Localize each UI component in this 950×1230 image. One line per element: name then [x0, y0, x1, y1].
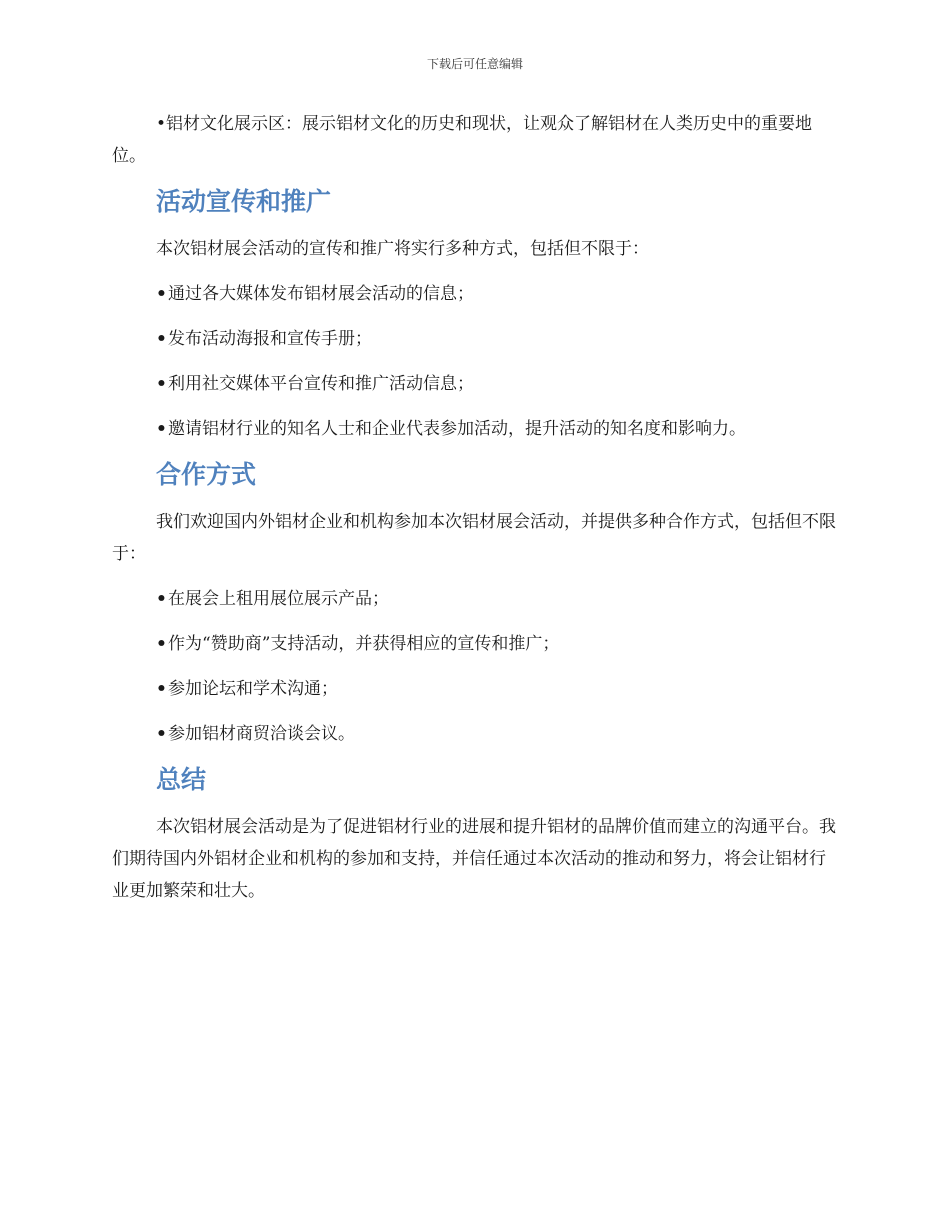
section-heading-summary: 总结: [156, 765, 207, 794]
bullet-dot: •: [156, 284, 167, 304]
section-heading-cooperation: 合作方式: [156, 460, 257, 489]
list-item-text: 作为“赞助商”支持活动，并获得相应的宣传和推广；: [168, 634, 560, 654]
section-intro-summary: 本次铝材展会活动是为了促进铝材行业的进展和提升铝材的品牌价值而建立的沟通平台。我们期待国内外铝材企业和机构的参加和支持，并信任通过本次活动的推动和努力，将会让铝材行业更加繁荣和壮大。: [112, 817, 836, 901]
list-item: [112, 628, 838, 660]
list-item-text: 参加铝材商贸洽谈会议。: [168, 724, 355, 744]
bullet-dot: •: [156, 374, 167, 394]
section-intro-promotion: 本次铝材展会活动的宣传和推广将实行多种方式，包括但不限于：: [156, 239, 649, 259]
intro-bullet-text: 铝材文化展示区：展示铝材文化的历史和现状，让观众了解铝材在人类历史中的重要地位。: [112, 114, 813, 166]
bullet-dot: •: [156, 589, 167, 609]
list-item-text: 发布活动海报和宣传手册；: [168, 329, 372, 349]
bullet-dot: •: [156, 634, 167, 654]
section-heading-promotion: 活动宣传和推广: [156, 187, 332, 216]
bullet-dot: •: [156, 419, 167, 439]
list-item: [112, 323, 838, 355]
intro-bullet: [112, 108, 838, 172]
list-item-text: 利用社交媒体平台宣传和推广活动信息；: [168, 374, 474, 394]
bullet-dot: •: [156, 114, 167, 134]
section-intro-cooperation: 我们欢迎国内外铝材企业和机构参加本次铝材展会活动，并提供多种合作方式，包括但不限于：: [112, 512, 836, 564]
list-item: [112, 278, 838, 310]
list-item: [112, 413, 838, 445]
page-header-note: 下载后可任意编辑: [426, 57, 523, 71]
list-item: [112, 718, 838, 750]
bullet-dot: •: [156, 329, 167, 349]
bullet-dot: •: [156, 679, 167, 699]
list-item: [112, 368, 838, 400]
list-item: [112, 583, 838, 615]
list-item-text: 邀请铝材行业的知名人士和企业代表参加活动，提升活动的知名度和影响力。: [168, 419, 746, 439]
list-item-text: 在展会上租用展位展示产品；: [168, 589, 389, 609]
bullet-dot: •: [156, 724, 167, 744]
document-body: [112, 108, 838, 920]
list-item: [112, 673, 838, 705]
list-item-text: 通过各大媒体发布铝材展会活动的信息；: [168, 284, 474, 304]
list-item-text: 参加论坛和学术沟通；: [168, 679, 338, 699]
